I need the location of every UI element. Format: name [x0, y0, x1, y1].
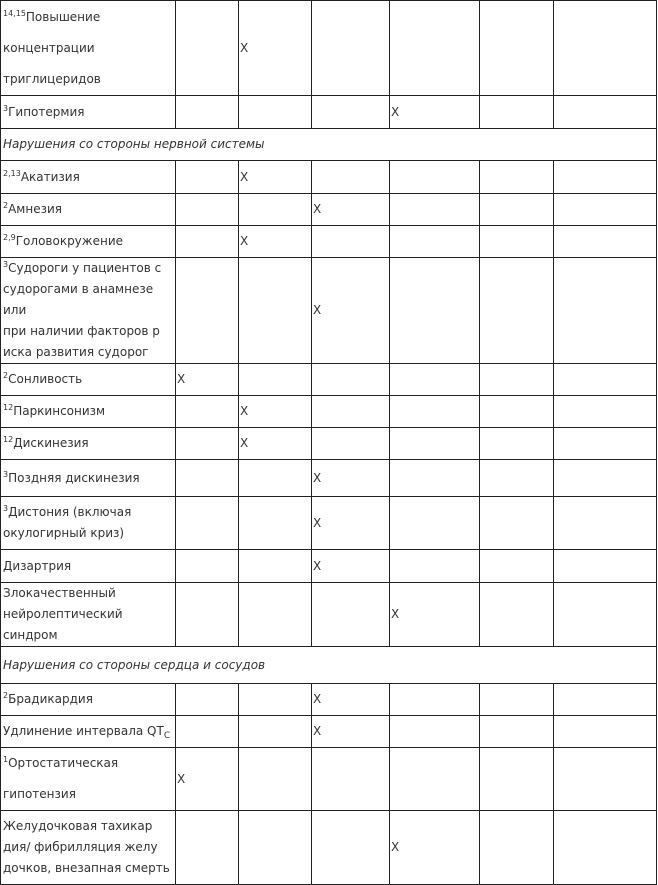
frequency-cell — [312, 583, 390, 647]
frequency-cell — [176, 1, 239, 96]
frequency-cell — [480, 161, 554, 194]
reaction-name: Желудочковая тахикар дия/ фибрилляция желу дочков, внезапная смерть — [3, 819, 170, 875]
frequency-cell — [312, 748, 390, 811]
frequency-cell — [239, 258, 312, 364]
frequency-mark: X — [391, 840, 400, 854]
frequency-cell — [390, 748, 480, 811]
frequency-cell — [312, 194, 390, 226]
footnote-ref: 3 — [3, 103, 9, 113]
reaction-name: Акатизия — [20, 169, 80, 184]
frequency-cell — [239, 194, 312, 226]
reaction-name-cell — [1, 550, 176, 583]
frequency-cell — [554, 811, 657, 885]
frequency-cell — [312, 550, 390, 583]
frequency-cell — [390, 684, 480, 716]
frequency-cell — [239, 161, 312, 194]
frequency-cell — [480, 194, 554, 226]
frequency-cell — [554, 428, 657, 460]
frequency-cell — [239, 396, 312, 428]
table-body — [1, 1, 657, 885]
frequency-cell — [176, 583, 239, 647]
frequency-cell — [390, 1, 480, 96]
frequency-cell — [176, 396, 239, 428]
table-row — [1, 684, 657, 716]
section-row — [1, 647, 657, 684]
table-row — [1, 460, 657, 497]
frequency-cell — [239, 811, 312, 885]
frequency-mark: X — [313, 303, 322, 317]
reaction-name: Паркинсонизм — [13, 404, 106, 418]
section-title: Нарушения со стороны сердца и сосудов — [1, 647, 657, 684]
frequency-cell — [239, 583, 312, 647]
frequency-cell — [176, 364, 239, 396]
table-row — [1, 396, 657, 428]
frequency-cell — [554, 460, 657, 497]
reaction-name-cell — [1, 161, 176, 194]
frequency-cell — [554, 194, 657, 226]
reaction-name-cell — [1, 1, 176, 96]
frequency-cell — [176, 497, 239, 550]
footnote-ref: 2,9 — [3, 233, 16, 242]
frequency-cell — [554, 748, 657, 811]
frequency-cell — [176, 194, 239, 226]
frequency-cell — [390, 716, 480, 748]
frequency-cell — [239, 428, 312, 460]
frequency-cell — [239, 684, 312, 716]
reaction-name: Дистония (включая окулогирный криз) — [3, 505, 132, 540]
section-title: Нарушения со стороны нервной системы — [1, 129, 657, 161]
reaction-name: Повышение концентрации триглицеридов — [3, 9, 101, 86]
frequency-cell — [390, 226, 480, 258]
reaction-name: Амнезия — [8, 202, 62, 216]
footnote-ref: 1 — [3, 755, 9, 764]
frequency-cell — [176, 258, 239, 364]
subscript: C — [163, 731, 171, 741]
frequency-cell — [390, 550, 480, 583]
section-row — [1, 129, 657, 161]
frequency-cell — [480, 716, 554, 748]
frequency-cell — [390, 258, 480, 364]
table-row — [1, 194, 657, 226]
table-row — [1, 550, 657, 583]
reaction-name: Ортостатическая гипотензия — [3, 756, 119, 801]
reaction-name: Дизартрия — [3, 558, 72, 573]
frequency-mark: X — [240, 169, 249, 184]
frequency-mark: X — [313, 470, 322, 485]
table-row — [1, 226, 657, 258]
frequency-cell — [239, 226, 312, 258]
reaction-name-cell — [1, 96, 176, 129]
frequency-cell — [239, 96, 312, 129]
frequency-cell — [554, 364, 657, 396]
table-row — [1, 748, 657, 811]
reaction-name-cell — [1, 684, 176, 716]
frequency-cell — [390, 428, 480, 460]
frequency-cell — [239, 364, 312, 396]
frequency-cell — [480, 226, 554, 258]
frequency-cell — [554, 96, 657, 129]
frequency-cell — [239, 748, 312, 811]
frequency-cell — [176, 716, 239, 748]
footnote-ref: 12 — [3, 435, 14, 444]
frequency-cell — [554, 396, 657, 428]
frequency-cell — [176, 96, 239, 129]
frequency-cell — [480, 396, 554, 428]
frequency-mark: X — [240, 234, 249, 248]
frequency-cell — [554, 497, 657, 550]
footnote-ref: 2 — [3, 371, 9, 380]
frequency-cell — [390, 497, 480, 550]
frequency-cell — [312, 226, 390, 258]
frequency-cell — [554, 226, 657, 258]
frequency-cell — [176, 550, 239, 583]
frequency-cell — [390, 583, 480, 647]
reaction-name: Злокачественный нейролептический синдром — [3, 586, 123, 642]
footnote-ref: 2 — [3, 691, 9, 700]
frequency-cell — [312, 258, 390, 364]
reaction-name-cell — [1, 194, 176, 226]
frequency-cell — [312, 161, 390, 194]
footnote-ref: 12 — [3, 403, 14, 412]
frequency-cell — [390, 460, 480, 497]
footnote-ref: 3 — [3, 504, 9, 513]
frequency-cell — [176, 684, 239, 716]
frequency-cell — [312, 364, 390, 396]
reaction-name: Головокружение — [15, 234, 124, 248]
frequency-cell — [554, 161, 657, 194]
footnote-ref: 2,13 — [3, 168, 21, 178]
frequency-cell — [390, 96, 480, 129]
reaction-name: Судороги у пациентов с судорогами в анамнезе или при наличии факторов р иска развития судорог — [3, 261, 162, 359]
frequency-cell — [554, 550, 657, 583]
reaction-name-cell — [1, 428, 176, 460]
frequency-cell — [480, 258, 554, 364]
frequency-mark: X — [313, 558, 322, 573]
frequency-cell — [239, 460, 312, 497]
frequency-cell — [390, 396, 480, 428]
reaction-name-cell — [1, 811, 176, 885]
frequency-cell — [312, 96, 390, 129]
frequency-cell — [480, 364, 554, 396]
frequency-mark: X — [240, 404, 249, 418]
frequency-cell — [390, 194, 480, 226]
frequency-mark: X — [391, 607, 400, 621]
table-row — [1, 428, 657, 460]
frequency-mark: X — [240, 40, 249, 55]
reaction-name: Удлинение интервала QT — [3, 724, 164, 738]
frequency-cell — [390, 364, 480, 396]
frequency-cell — [554, 716, 657, 748]
table-row — [1, 161, 657, 194]
frequency-cell — [312, 1, 390, 96]
frequency-cell — [480, 684, 554, 716]
frequency-mark: X — [177, 771, 186, 786]
frequency-cell — [390, 161, 480, 194]
frequency-cell — [176, 161, 239, 194]
table-row — [1, 583, 657, 647]
frequency-cell — [480, 1, 554, 96]
table-row — [1, 497, 657, 550]
table-row — [1, 364, 657, 396]
frequency-cell — [176, 428, 239, 460]
frequency-cell — [176, 226, 239, 258]
frequency-cell — [176, 811, 239, 885]
frequency-cell — [390, 811, 480, 885]
reaction-name-cell — [1, 226, 176, 258]
frequency-cell — [480, 497, 554, 550]
frequency-cell — [312, 497, 390, 550]
frequency-mark: X — [177, 372, 186, 386]
reaction-name-cell — [1, 258, 176, 364]
reaction-name-cell — [1, 364, 176, 396]
reaction-name-cell — [1, 460, 176, 497]
frequency-cell — [239, 716, 312, 748]
reaction-name: Дискинезия — [13, 436, 89, 450]
frequency-cell — [312, 460, 390, 497]
frequency-cell — [239, 1, 312, 96]
frequency-cell — [480, 550, 554, 583]
frequency-mark: X — [313, 692, 322, 706]
frequency-cell — [554, 258, 657, 364]
frequency-cell — [480, 460, 554, 497]
reaction-name: Сонливость — [8, 372, 83, 386]
frequency-mark: X — [313, 724, 322, 738]
frequency-mark: X — [313, 202, 322, 216]
frequency-cell — [554, 684, 657, 716]
table-row — [1, 811, 657, 885]
frequency-cell — [239, 497, 312, 550]
frequency-cell — [480, 583, 554, 647]
footnote-ref: 3 — [3, 260, 9, 269]
footnote-ref: 3 — [3, 469, 9, 479]
reaction-name: Брадикардия — [8, 692, 93, 706]
table-row — [1, 716, 657, 748]
frequency-cell — [239, 550, 312, 583]
frequency-cell — [554, 583, 657, 647]
frequency-cell — [312, 811, 390, 885]
frequency-cell — [312, 428, 390, 460]
footnote-ref: 2 — [3, 201, 9, 210]
reaction-name-cell — [1, 583, 176, 647]
reaction-name: Поздняя дискинезия — [8, 470, 140, 485]
frequency-cell — [312, 684, 390, 716]
reaction-name: Гипотермия — [8, 104, 85, 119]
footnote-ref: 14,15 — [3, 8, 26, 18]
frequency-cell — [480, 428, 554, 460]
frequency-cell — [554, 1, 657, 96]
frequency-cell — [176, 748, 239, 811]
frequency-mark: X — [391, 104, 400, 119]
table-row — [1, 1, 657, 96]
frequency-cell — [312, 396, 390, 428]
table-row — [1, 96, 657, 129]
reaction-name-cell — [1, 396, 176, 428]
frequency-mark: X — [313, 515, 322, 530]
frequency-mark: X — [240, 436, 249, 450]
frequency-cell — [176, 460, 239, 497]
frequency-cell — [480, 748, 554, 811]
frequency-cell — [312, 716, 390, 748]
frequency-cell — [480, 811, 554, 885]
reaction-name-cell — [1, 497, 176, 550]
reaction-name-cell — [1, 716, 176, 748]
frequency-cell — [480, 96, 554, 129]
table-row — [1, 258, 657, 364]
reaction-name-cell — [1, 748, 176, 811]
